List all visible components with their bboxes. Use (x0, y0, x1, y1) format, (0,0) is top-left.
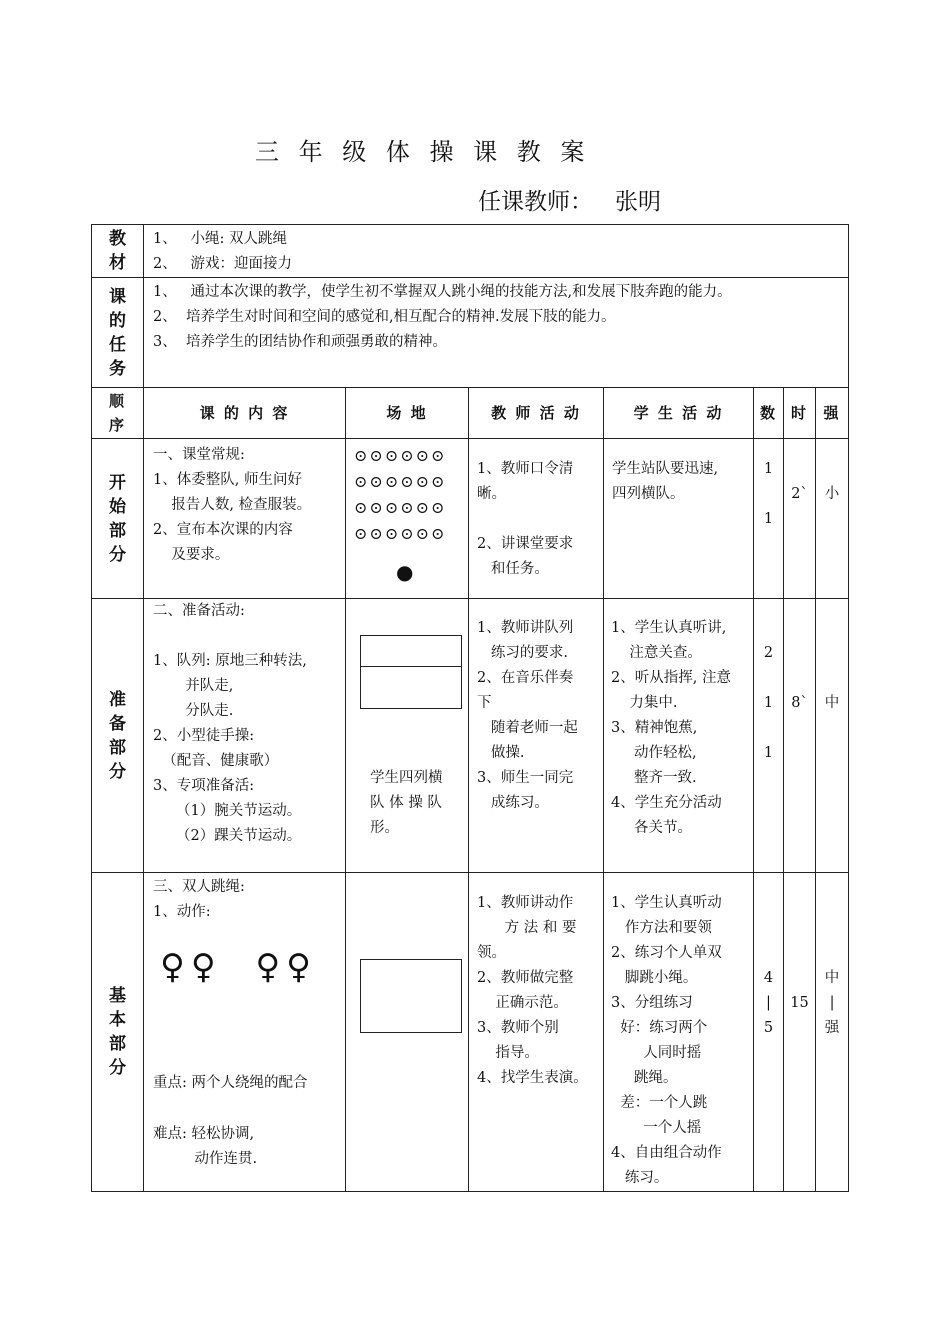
section-start-content: 一、课堂常规: 1、体委整队, 师生问好 报告人数, 检查服装。 2、宣布本次课的内容 及要求。 (144, 439, 346, 599)
section-main-name: 基 本 部 分 (92, 873, 144, 1192)
formation-area (360, 635, 462, 709)
section-main-intensity: 中 | 强 (816, 873, 849, 1192)
col-content: 课 的 内 容 (144, 388, 346, 439)
section-start-venue (346, 439, 469, 599)
section-main-time: 15 (784, 873, 816, 1192)
page-title: 三 年 级 体 操 课 教 案 (255, 138, 591, 166)
tasks-header: 课 的 任 务 (92, 278, 144, 388)
tasks-row (92, 278, 849, 388)
key-point: 重点: 两个人绕绳的配合 (153, 1075, 308, 1091)
section-start-row (92, 439, 849, 599)
section-start-name: 开 始 部 分 (92, 439, 144, 599)
section-prep-student: 1、学生认真听讲, 注意关查。 2、听从指挥, 注意 力集中. 3、精神饱蕉, 动作轻松, 整齐一致. 4、学生充分活动 各关节。 (604, 599, 754, 873)
section-main-student: 1、学生认真听动 作方法和要领 2、练习个人单双 脚跳小绳。 3、分组练习 好：练习两个 人同时摇 跳绳。 差：一个人跳 一个人摇 4、自由组合动作 练习。 (604, 873, 754, 1192)
section-main-row (92, 873, 849, 1192)
material-line: 1、 小绳: 双人跳绳 (153, 231, 288, 247)
teacher-name: 张明 (615, 189, 661, 215)
section-start-teacher: 1、教师口令清 晰。 2、讲课堂要求 和任务。 (469, 439, 604, 599)
col-order: 顺 序 (92, 388, 144, 439)
task-line: 1、 通过本次课的教学，使学生初不掌握双人跳小绳的技能方法,和发展下肢奔跑的能力。 (153, 284, 732, 300)
section-start-time: 2` (784, 439, 816, 599)
section-main-count: 4 | 5 (754, 873, 784, 1192)
col-teacher-activity: 教 师 活 动 (469, 388, 604, 439)
teacher-line (478, 183, 661, 216)
difficulty: 难点: 轻松协调, 动作连贯. (153, 1126, 258, 1167)
col-time: 时 (784, 388, 816, 439)
section-prep-row (92, 599, 849, 873)
section-start-count: 1 1 (754, 439, 784, 599)
col-count: 数 (754, 388, 784, 439)
col-venue: 场 地 (346, 388, 469, 439)
section-prep-time: 8` (784, 599, 816, 873)
task-line: 3、 培养学生的团结协作和顽强勇敢的精神。 (153, 334, 447, 350)
tasks-content (144, 278, 849, 388)
formation-divider (361, 666, 461, 667)
section-main-content: 三、双人跳绳: 1、动作: ♀♀ ♀♀ 重点: 两个人绕绳的配合 难点: 轻松协调, 动作连贯. (144, 873, 346, 1192)
teacher-position-marker: ● (396, 560, 414, 584)
formation-dots: ⊙⊙⊙⊙⊙⊙ ⊙⊙⊙⊙⊙⊙ ⊙⊙⊙⊙⊙⊙ ⊙⊙⊙⊙⊙⊙ (354, 446, 447, 543)
materials-content (144, 225, 849, 278)
jump-rope-figures: ♀♀ ♀♀ (160, 947, 318, 987)
task-line: 2、 培养学生对时间和空间的感觉和,相互配合的精神.发展下肢的能力。 (153, 309, 616, 325)
section-prep-content: 二、准备活动: 1、队列: 原地三种转法, 并队走, 分队走. 2、小型徒手操: （配音、健康歌） 3、专项准备活: （1）腕关节运动。 （2）踝关节运动。 (144, 599, 346, 873)
col-intensity: 强 (816, 388, 849, 439)
lesson-plan-table (91, 224, 849, 1192)
section-main-venue (346, 873, 469, 1192)
column-header-row (92, 388, 849, 439)
section-main-teacher: 1、教师讲动作 方 法 和 要 领。 2、教师做完整 正确示范。 3、教师个别 指导。 4、找学生表演。 (469, 873, 604, 1192)
section-start-student: 学生站队要迅速, 四列横队。 (604, 439, 754, 599)
material-line: 2、 游戏：迎面接力 (153, 256, 293, 272)
section-prep-intensity: 中 (816, 599, 849, 873)
section-prep-name: 准 备 部 分 (92, 599, 144, 873)
section-start-intensity: 小 (816, 439, 849, 599)
col-student-activity: 学 生 活 动 (604, 388, 754, 439)
section-prep-venue (346, 599, 469, 873)
venue-note: 学生四列横 队 体 操 队 形。 (370, 770, 443, 836)
section-prep-teacher: 1、教师讲队列 练习的要求. 2、在音乐伴奏 下 随着老师一起 做操. 3、师生一同完 成练习。 (469, 599, 604, 873)
teacher-label: 任课教师： (478, 189, 593, 215)
section-prep-count: 2 1 1 (754, 599, 784, 873)
materials-header: 教 材 (92, 225, 144, 278)
materials-row (92, 225, 849, 278)
practice-area (360, 959, 462, 1033)
